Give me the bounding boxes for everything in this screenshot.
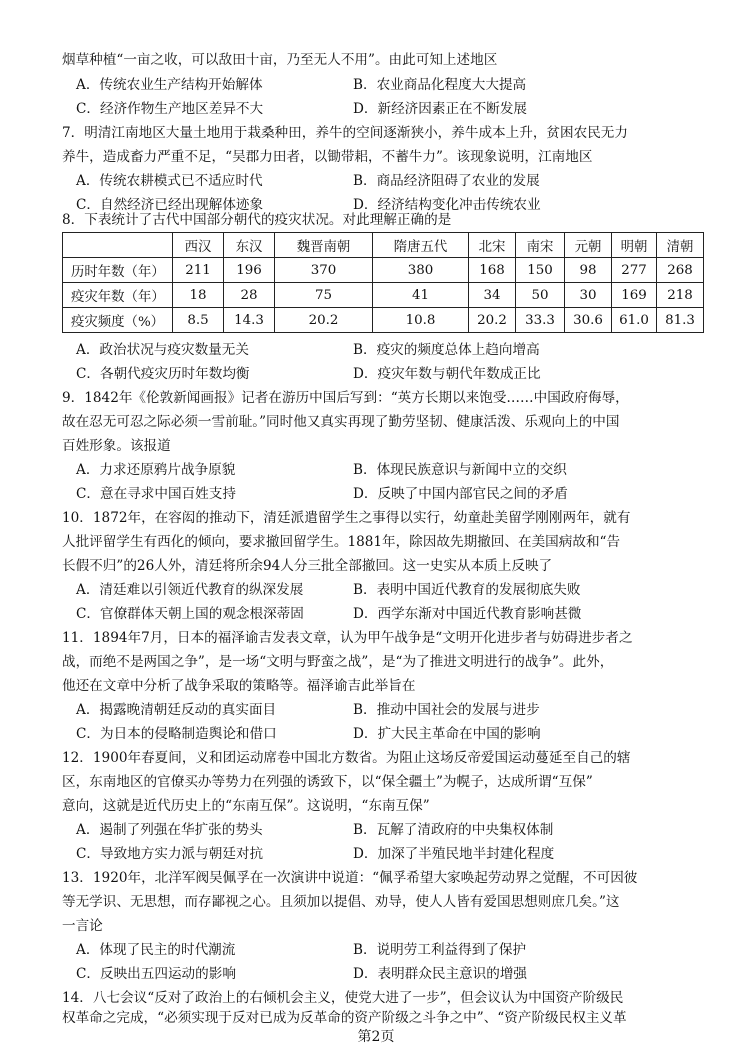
table-cell: 218 — [657, 283, 704, 308]
option-c: C．为日本的侵略制造舆论和借口 — [76, 726, 277, 742]
table-cell: 98 — [565, 258, 612, 283]
question-12-stem: 12．1900年春夏间，义和团运动席卷中国北方数省。为阻止这场反帝爱国运动蔓延至自己的辖 — [62, 750, 631, 766]
epidemic-table — [62, 232, 704, 333]
option-c: C．经济作物生产地区差异不大 — [76, 101, 264, 117]
option-a: A．力求还原鸦片战争原貌 — [76, 462, 236, 478]
question-10-stem: 10．1872年，在容闳的推动下，清廷派遣留学生之事得以实行，幼童赴美留学刚刚两年，就有 — [62, 510, 631, 526]
question-text-line: 故在忍无可忍之际必须一雪前耻。”同时他又真实再现了勤劳坚韧、健康活泼、乐观向上的中国 — [62, 414, 620, 430]
option-b: B．体现民族意识与新闻中立的交织 — [353, 462, 567, 478]
table-header-cell: 明朝 — [612, 233, 657, 258]
row-header-cell: 疫灾频度（%） — [63, 308, 173, 333]
option-a: A．传统农耕模式已不适应时代 — [76, 173, 263, 189]
table-cell: 150 — [516, 258, 565, 283]
option-b: B．农业商品化程度大大提高 — [353, 77, 527, 93]
option-a: A．体现了民主的时代潮流 — [76, 942, 236, 958]
option-d: D．新经济因素正在不断发展 — [353, 101, 528, 117]
question-text-line: 一言论 — [62, 918, 103, 934]
question-14-stem: 14．八七会议“反对了政治上的右倾机会主义，使党大进了一步”，但会议认为中国资产阶级民 — [62, 990, 624, 1006]
question-text-line: 烟草种植“一亩之收，可以敌田十亩，乃至无人不用”。由此可知上述地区 — [62, 52, 498, 68]
question-13-stem: 13．1920年，北洋军阀吴佩孚在一次演讲中说道：“佩孚希望大家唤起劳动界之觉醒，不可因彼 — [62, 870, 638, 886]
option-c: C．各朝代疫灾历时年数均衡 — [76, 366, 250, 382]
table-cell: 34 — [469, 283, 516, 308]
question-text-line: 养牛，造成畜力严重不足，“吴郡力田者，以锄带耜，不蓄牛力”。该现象说明，江南地区 — [62, 149, 593, 165]
table-cell: 30 — [565, 283, 612, 308]
option-b: B．商品经济阻碍了农业的发展 — [353, 173, 540, 189]
question-text-line: 意向，这就是近代历史上的“东南互保”。这说明，“东南互保” — [62, 798, 430, 814]
table-header-cell: 隋唐五代 — [373, 233, 469, 258]
option-b: B．说明劳工利益得到了保护 — [353, 942, 527, 958]
option-b: B．疫灾的频度总体上趋向增高 — [353, 342, 540, 358]
table-cell: 30.6 — [565, 308, 612, 333]
option-a: A．遏制了列强在华扩张的势头 — [76, 822, 263, 838]
table-cell: 41 — [373, 283, 469, 308]
row-header-cell: 疫灾年数（年） — [63, 283, 173, 308]
table-header-cell: 清朝 — [657, 233, 704, 258]
question-text-line: 战，而绝不是两国之争”，是一场“文明与野蛮之战”，是“为了推进文明进行的战争”。此外， — [62, 654, 614, 670]
option-b: B．表明中国近代教育的发展彻底失败 — [353, 582, 581, 598]
table-header-cell: 魏晋南朝 — [275, 233, 373, 258]
table-cell: 50 — [516, 283, 565, 308]
question-text-line: 百姓形象。该报道 — [62, 438, 171, 454]
page-number: 第2页 — [357, 1029, 395, 1045]
table-cell: 211 — [173, 258, 224, 283]
option-a: A．揭露晚清朝廷反动的真实面目 — [76, 702, 277, 718]
question-9-stem: 9．1842年《伦敦新闻画报》记者在游历中国后写到：“英方长期以来饱受……中国政府侮辱， — [62, 390, 629, 406]
table-cell: 18 — [173, 283, 224, 308]
question-text-line: 区，东南地区的官僚买办等势力在列强的诱致下，以“保全疆土”为幌子，达成所谓“互保” — [62, 774, 593, 790]
question-7-stem: 7．明清江南地区大量土地用于栽桑种田，养牛的空间逐渐狭小，养牛成本上升，贫困农民无力 — [62, 125, 628, 141]
table-cell: 61.0 — [612, 308, 657, 333]
option-c: C．官僚群体天朝上国的观念根深蒂固 — [76, 606, 304, 622]
table-row — [63, 283, 704, 308]
table-cell: 196 — [224, 258, 275, 283]
option-c: C．反映出五四运动的影响 — [76, 966, 236, 982]
table-cell: 8.5 — [173, 308, 224, 333]
question-text-line: 等无学识、无思想，而存鄙视之心。且须加以提倡、劝导，使人人皆有爱国思想则庶几矣。”这 — [62, 894, 620, 910]
option-c: C．意在寻求中国百姓支持 — [76, 486, 236, 502]
question-text-line: 他还在文章中分析了战争采取的策略等。福泽谕吉此举旨在 — [62, 678, 416, 694]
table-cell: 81.3 — [657, 308, 704, 333]
question-text-line: 权革命之完成，“必须实现于反对已成为反革命的资产阶级之斗争之中”、“资产阶级民权主义革 — [62, 1010, 627, 1026]
table-cell: 370 — [275, 258, 373, 283]
option-d: D．疫灾年数与朝代年数成正比 — [353, 366, 541, 382]
table-header-cell: 东汉 — [224, 233, 275, 258]
option-d: D．西学东渐对中国近代教育影响甚微 — [353, 606, 582, 622]
option-d: D．反映了中国内部官民之间的矛盾 — [353, 486, 568, 502]
table-header-cell: 南宋 — [516, 233, 565, 258]
option-a: A．政治状况与疫灾数量无关 — [76, 342, 249, 358]
row-header-cell: 历时年数（年） — [63, 258, 173, 283]
table-cell: 33.3 — [516, 308, 565, 333]
question-text-line: 人批评留学生有西化的倾向，要求撤回留学生。1881年，除因故先期撤回、在美国病故和“告 — [62, 534, 621, 550]
option-d: D．加深了半殖民地半封建化程度 — [353, 846, 555, 862]
option-c: C．导致地方实力派与朝廷对抗 — [76, 846, 264, 862]
table-row — [63, 308, 704, 333]
option-c: C．自然经济已经出现解体迹象 — [76, 197, 264, 213]
table-cell: 268 — [657, 258, 704, 283]
option-b: B．推动中国社会的发展与进步 — [353, 702, 540, 718]
option-d: D．表明群众民主意识的增强 — [353, 966, 528, 982]
table-corner-cell — [63, 233, 173, 258]
option-b: B．瓦解了清政府的中央集权体制 — [353, 822, 554, 838]
table-cell: 277 — [612, 258, 657, 283]
option-a: A．传统农业生产结构开始解体 — [76, 77, 263, 93]
option-a: A．清廷难以引领近代教育的纵深发展 — [76, 582, 304, 598]
question-11-stem: 11．1894年7月，日本的福泽谕吉发表文章，认为甲午战争是“文明开化进步者与妨碍进步者之 — [62, 630, 633, 646]
table-cell: 20.2 — [275, 308, 373, 333]
table-cell: 168 — [469, 258, 516, 283]
table-cell: 14.3 — [224, 308, 275, 333]
question-text-line: 长假不归”的26人外，清廷将所余94人分三批全部撤回。这一史实从本质上反映了 — [62, 558, 553, 574]
table-cell: 380 — [373, 258, 469, 283]
table-row — [63, 258, 704, 283]
table-cell: 75 — [275, 283, 373, 308]
table-cell: 20.2 — [469, 308, 516, 333]
table-header-row — [63, 233, 704, 258]
option-d: D．经济结构变化冲击传统农业 — [353, 197, 541, 213]
table-header-cell: 北宋 — [469, 233, 516, 258]
table-header-cell: 西汉 — [173, 233, 224, 258]
table-cell: 28 — [224, 283, 275, 308]
table-cell: 169 — [612, 283, 657, 308]
table-header-cell: 元朝 — [565, 233, 612, 258]
option-d: D．扩大民主革命在中国的影响 — [353, 726, 541, 742]
table-cell: 10.8 — [373, 308, 469, 333]
question-8-stem: 8．下表统计了古代中国部分朝代的疫灾状况。对此理解正确的是 — [62, 212, 452, 228]
